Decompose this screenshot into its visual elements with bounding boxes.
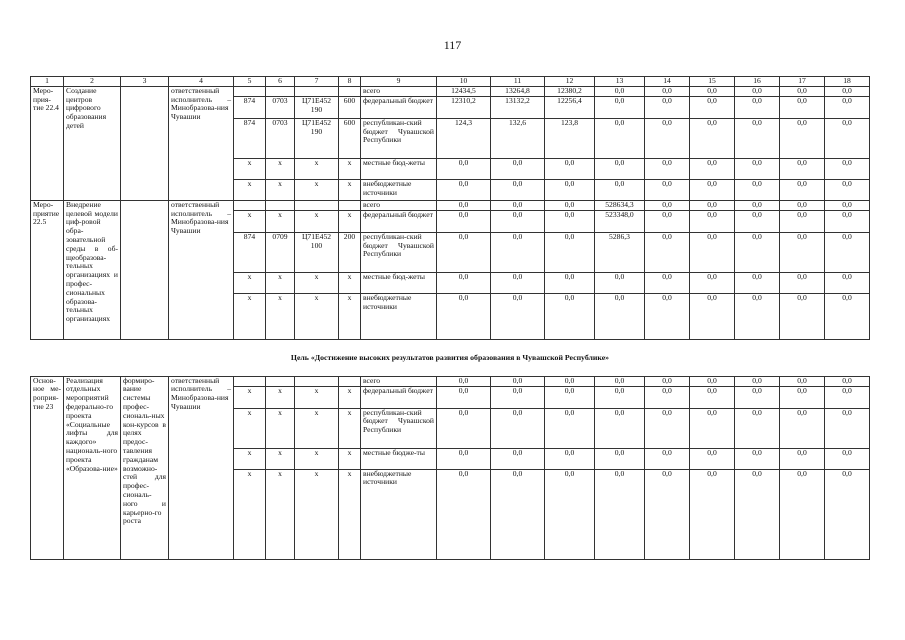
target-article-cell: x bbox=[295, 158, 339, 179]
amount-cell: 0,0 bbox=[645, 86, 690, 96]
amount-cell: 0,0 bbox=[735, 200, 780, 210]
amount-cell: 0,0 bbox=[545, 469, 595, 559]
section-code-cell: 0709 bbox=[266, 232, 295, 272]
amount-cell: 0,0 bbox=[825, 469, 870, 559]
amount-cell: 0,0 bbox=[645, 408, 690, 448]
amount-cell: 0,0 bbox=[690, 200, 735, 210]
amount-cell: 0,0 bbox=[690, 179, 735, 200]
expense-type-cell bbox=[339, 376, 361, 386]
purpose-cell bbox=[121, 200, 169, 339]
header-row bbox=[31, 77, 870, 87]
amount-cell: 0,0 bbox=[780, 293, 825, 339]
amount-cell: 0,0 bbox=[780, 158, 825, 179]
amount-cell: 0,0 bbox=[545, 210, 595, 232]
column-number: 11 bbox=[491, 77, 545, 87]
amount-cell: 0,0 bbox=[780, 376, 825, 386]
column-number: 10 bbox=[437, 77, 491, 87]
amount-cell: 0,0 bbox=[825, 448, 870, 469]
target-article-cell bbox=[295, 376, 339, 386]
funding-source-cell: республикан-ский бюджет Чувашской Республики bbox=[361, 232, 437, 272]
grbs-code-cell: x bbox=[234, 448, 266, 469]
amount-cell: 0,0 bbox=[735, 179, 780, 200]
amount-cell: 0,0 bbox=[825, 179, 870, 200]
table-row bbox=[31, 86, 870, 96]
amount-cell: 0,0 bbox=[780, 200, 825, 210]
amount-cell: 0,0 bbox=[437, 232, 491, 272]
amount-cell: 0,0 bbox=[690, 293, 735, 339]
grbs-code-cell: 874 bbox=[234, 118, 266, 158]
amount-cell: 0,0 bbox=[735, 118, 780, 158]
amount-cell: 0,0 bbox=[545, 232, 595, 272]
amount-cell: 0,0 bbox=[491, 448, 545, 469]
amount-cell: 0,0 bbox=[491, 408, 545, 448]
amount-cell: 0,0 bbox=[491, 469, 545, 559]
column-number: 1 bbox=[31, 77, 64, 87]
grbs-code-cell bbox=[234, 86, 266, 96]
expense-type-cell: x bbox=[339, 210, 361, 232]
amount-cell: 0,0 bbox=[645, 200, 690, 210]
section-code-cell: x bbox=[266, 469, 295, 559]
target-article-cell: x bbox=[295, 408, 339, 448]
column-number: 15 bbox=[690, 77, 735, 87]
grbs-code-cell bbox=[234, 200, 266, 210]
amount-cell: 0,0 bbox=[595, 158, 645, 179]
section-code-cell bbox=[266, 200, 295, 210]
funding-source-cell: местные бюд-жеты bbox=[361, 158, 437, 179]
amount-cell: 13132,2 bbox=[491, 96, 545, 118]
section-code-cell bbox=[266, 86, 295, 96]
amount-cell: 0,0 bbox=[735, 272, 780, 293]
amount-cell: 0,0 bbox=[735, 232, 780, 272]
amount-cell: 0,0 bbox=[437, 448, 491, 469]
amount-cell: 528634,3 bbox=[595, 200, 645, 210]
amount-cell: 0,0 bbox=[780, 179, 825, 200]
amount-cell: 0,0 bbox=[595, 469, 645, 559]
section-code-cell: 0703 bbox=[266, 118, 295, 158]
event-code-cell: Меро-прия-тие 22.4 bbox=[31, 86, 64, 200]
target-article-cell bbox=[295, 200, 339, 210]
column-number: 12 bbox=[545, 77, 595, 87]
amount-cell: 0,0 bbox=[825, 96, 870, 118]
column-number: 8 bbox=[339, 77, 361, 87]
section-code-cell: x bbox=[266, 210, 295, 232]
page-number: 117 bbox=[443, 38, 462, 52]
funding-source-cell: внебюджетные источники bbox=[361, 293, 437, 339]
amount-cell: 0,0 bbox=[595, 179, 645, 200]
amount-cell: 0,0 bbox=[825, 232, 870, 272]
grbs-code-cell: x bbox=[234, 158, 266, 179]
amount-cell: 0,0 bbox=[690, 158, 735, 179]
amount-cell: 0,0 bbox=[690, 96, 735, 118]
amount-cell: 0,0 bbox=[595, 86, 645, 96]
amount-cell: 0,0 bbox=[645, 469, 690, 559]
expense-type-cell: x bbox=[339, 293, 361, 339]
amount-cell: 0,0 bbox=[645, 293, 690, 339]
amount-cell: 0,0 bbox=[545, 448, 595, 469]
amount-cell: 0,0 bbox=[825, 86, 870, 96]
amount-cell: 0,0 bbox=[491, 158, 545, 179]
amount-cell: 0,0 bbox=[437, 272, 491, 293]
event-name-cell: Внедрение целевой модели циф-ровой обра-зовательной среды в об-щеобразова-тельных организациях и профес-сиональных образова-тельных организациях bbox=[64, 200, 121, 339]
amount-cell: 0,0 bbox=[545, 179, 595, 200]
column-number: 2 bbox=[64, 77, 121, 87]
column-number: 14 bbox=[645, 77, 690, 87]
amount-cell: 0,0 bbox=[437, 210, 491, 232]
amount-cell: 0,0 bbox=[437, 469, 491, 559]
amount-cell: 0,0 bbox=[780, 232, 825, 272]
amount-cell: 0,0 bbox=[437, 386, 491, 408]
amount-cell: 0,0 bbox=[780, 96, 825, 118]
amount-cell: 0,0 bbox=[545, 408, 595, 448]
target-article-cell: Ц71Е452 190 bbox=[295, 118, 339, 158]
target-article-cell: x bbox=[295, 179, 339, 200]
section-code-cell: x bbox=[266, 293, 295, 339]
funding-source-cell: внебюджетные источники bbox=[361, 179, 437, 200]
column-number: 17 bbox=[780, 77, 825, 87]
amount-cell: 0,0 bbox=[825, 272, 870, 293]
amount-cell: 0,0 bbox=[735, 386, 780, 408]
amount-cell: 0,0 bbox=[780, 86, 825, 96]
amount-cell: 0,0 bbox=[780, 118, 825, 158]
amount-cell: 0,0 bbox=[645, 179, 690, 200]
amount-cell: 0,0 bbox=[690, 86, 735, 96]
amount-cell: 0,0 bbox=[645, 232, 690, 272]
expense-type-cell bbox=[339, 86, 361, 96]
expense-type-cell bbox=[339, 200, 361, 210]
expense-type-cell: 200 bbox=[339, 232, 361, 272]
grbs-code-cell: x bbox=[234, 210, 266, 232]
grbs-code-cell: x bbox=[234, 179, 266, 200]
column-number: 7 bbox=[295, 77, 339, 87]
amount-cell: 0,0 bbox=[735, 408, 780, 448]
amount-cell: 0,0 bbox=[825, 210, 870, 232]
amount-cell: 0,0 bbox=[690, 272, 735, 293]
amount-cell: 0,0 bbox=[690, 469, 735, 559]
table-row bbox=[31, 200, 870, 210]
amount-cell: 0,0 bbox=[690, 448, 735, 469]
amount-cell: 0,0 bbox=[437, 293, 491, 339]
amount-cell: 12434,5 bbox=[437, 86, 491, 96]
amount-cell: 0,0 bbox=[645, 448, 690, 469]
grbs-code-cell: 874 bbox=[234, 96, 266, 118]
event-name-cell: Создание центров цифрового образования детей bbox=[64, 86, 121, 200]
amount-cell: 0,0 bbox=[690, 376, 735, 386]
funding-source-cell: всего bbox=[361, 200, 437, 210]
amount-cell: 0,0 bbox=[735, 86, 780, 96]
amount-cell: 0,0 bbox=[437, 408, 491, 448]
funding-source-cell: федеральный бюджет bbox=[361, 210, 437, 232]
target-article-cell: x bbox=[295, 293, 339, 339]
funding-source-cell: федеральный бюджет bbox=[361, 386, 437, 408]
grbs-code-cell: x bbox=[234, 408, 266, 448]
grbs-code-cell: x bbox=[234, 469, 266, 559]
target-article-cell: x bbox=[295, 469, 339, 559]
funding-source-cell: всего bbox=[361, 376, 437, 386]
expense-type-cell: 600 bbox=[339, 118, 361, 158]
column-number: 18 bbox=[825, 77, 870, 87]
amount-cell: 0,0 bbox=[545, 200, 595, 210]
expense-type-cell: x bbox=[339, 158, 361, 179]
amount-cell: 0,0 bbox=[437, 200, 491, 210]
amount-cell: 0,0 bbox=[545, 386, 595, 408]
grbs-code-cell: 874 bbox=[234, 232, 266, 272]
goal-row bbox=[31, 339, 870, 376]
amount-cell: 0,0 bbox=[825, 376, 870, 386]
amount-cell: 0,0 bbox=[595, 376, 645, 386]
amount-cell: 0,0 bbox=[545, 376, 595, 386]
section-code-cell: x bbox=[266, 408, 295, 448]
column-number: 16 bbox=[735, 77, 780, 87]
amount-cell: 0,0 bbox=[690, 210, 735, 232]
executor-cell: ответственный исполнитель – Минобразова-ния Чувашии bbox=[169, 86, 234, 200]
amount-cell: 0,0 bbox=[595, 448, 645, 469]
amount-cell: 13264,8 bbox=[491, 86, 545, 96]
expense-type-cell: x bbox=[339, 408, 361, 448]
amount-cell: 0,0 bbox=[780, 448, 825, 469]
amount-cell: 0,0 bbox=[595, 96, 645, 118]
column-number: 4 bbox=[169, 77, 234, 87]
amount-cell: 0,0 bbox=[825, 293, 870, 339]
amount-cell: 0,0 bbox=[825, 408, 870, 448]
amount-cell: 0,0 bbox=[690, 232, 735, 272]
amount-cell: 0,0 bbox=[491, 210, 545, 232]
amount-cell: 0,0 bbox=[690, 386, 735, 408]
amount-cell: 0,0 bbox=[595, 386, 645, 408]
amount-cell: 0,0 bbox=[545, 293, 595, 339]
amount-cell: 0,0 bbox=[780, 210, 825, 232]
expense-type-cell: x bbox=[339, 179, 361, 200]
amount-cell: 0,0 bbox=[735, 448, 780, 469]
section-code-cell: x bbox=[266, 386, 295, 408]
amount-cell: 0,0 bbox=[735, 158, 780, 179]
amount-cell: 0,0 bbox=[437, 376, 491, 386]
amount-cell: 5286,3 bbox=[595, 232, 645, 272]
amount-cell: 0,0 bbox=[780, 386, 825, 408]
amount-cell: 0,0 bbox=[825, 118, 870, 158]
column-number: 9 bbox=[361, 77, 437, 87]
amount-cell: 12310,2 bbox=[437, 96, 491, 118]
amount-cell: 0,0 bbox=[595, 118, 645, 158]
amount-cell: 0,0 bbox=[735, 293, 780, 339]
purpose-cell bbox=[121, 86, 169, 200]
amount-cell: 0,0 bbox=[491, 272, 545, 293]
amount-cell: 0,0 bbox=[491, 293, 545, 339]
amount-cell: 0,0 bbox=[645, 158, 690, 179]
amount-cell: 0,0 bbox=[735, 210, 780, 232]
amount-cell: 132,6 bbox=[491, 118, 545, 158]
amount-cell: 0,0 bbox=[437, 179, 491, 200]
amount-cell: 0,0 bbox=[491, 200, 545, 210]
table-row bbox=[31, 376, 870, 386]
expense-type-cell: x bbox=[339, 272, 361, 293]
event-code-cell: Меро-приятие 22.5 bbox=[31, 200, 64, 339]
amount-cell: 0,0 bbox=[491, 376, 545, 386]
expense-type-cell: x bbox=[339, 469, 361, 559]
amount-cell: 0,0 bbox=[645, 386, 690, 408]
target-article-cell: x bbox=[295, 210, 339, 232]
amount-cell: 0,0 bbox=[491, 232, 545, 272]
expense-type-cell: x bbox=[339, 386, 361, 408]
amount-cell: 0,0 bbox=[595, 408, 645, 448]
amount-cell: 123,8 bbox=[545, 118, 595, 158]
column-number: 5 bbox=[234, 77, 266, 87]
amount-cell: 0,0 bbox=[595, 293, 645, 339]
funding-source-cell: всего bbox=[361, 86, 437, 96]
target-article-cell: Ц71Е452 100 bbox=[295, 232, 339, 272]
amount-cell: 0,0 bbox=[825, 158, 870, 179]
amount-cell: 0,0 bbox=[690, 118, 735, 158]
amount-cell: 0,0 bbox=[645, 96, 690, 118]
section-code-cell: x bbox=[266, 448, 295, 469]
section-code-cell: x bbox=[266, 179, 295, 200]
grbs-code-cell: x bbox=[234, 293, 266, 339]
amount-cell: 12256,4 bbox=[545, 96, 595, 118]
amount-cell: 0,0 bbox=[735, 469, 780, 559]
target-article-cell: x bbox=[295, 272, 339, 293]
expense-type-cell: x bbox=[339, 448, 361, 469]
target-article-cell: x bbox=[295, 448, 339, 469]
target-article-cell: x bbox=[295, 386, 339, 408]
grbs-code-cell: x bbox=[234, 272, 266, 293]
amount-cell: 0,0 bbox=[545, 272, 595, 293]
section-code-cell: x bbox=[266, 158, 295, 179]
purpose-cell: формиро-вание системы профес-сиональ-ных кон-курсов в целях предос-тавления гражданам возможно-стей для профес-сиональ-ного и карьерно-го роста bbox=[121, 376, 169, 559]
column-number: 13 bbox=[595, 77, 645, 87]
funding-source-cell: местные бюдже-ты bbox=[361, 448, 437, 469]
funding-source-cell: внебюджетные источники bbox=[361, 469, 437, 559]
amount-cell: 0,0 bbox=[780, 408, 825, 448]
target-article-cell: Ц71Е452 190 bbox=[295, 96, 339, 118]
amount-cell: 0,0 bbox=[780, 272, 825, 293]
funding-source-cell: республикан-ский бюджет Чувашской Республики bbox=[361, 408, 437, 448]
amount-cell: 0,0 bbox=[491, 386, 545, 408]
amount-cell: 523348,0 bbox=[595, 210, 645, 232]
amount-cell: 124,3 bbox=[437, 118, 491, 158]
column-number: 6 bbox=[266, 77, 295, 87]
amount-cell: 0,0 bbox=[735, 376, 780, 386]
target-article-cell bbox=[295, 86, 339, 96]
amount-cell: 0,0 bbox=[825, 200, 870, 210]
budget-table bbox=[30, 76, 870, 560]
goal-heading: Цель «Достижение высоких результатов развития образования в Чувашской Республике» bbox=[290, 352, 610, 362]
amount-cell: 0,0 bbox=[825, 386, 870, 408]
funding-source-cell: федеральный бюджет bbox=[361, 96, 437, 118]
amount-cell: 0,0 bbox=[645, 376, 690, 386]
executor-cell: ответственный исполнитель – Минобразова-ния Чувашии bbox=[169, 200, 234, 339]
amount-cell: 0,0 bbox=[690, 408, 735, 448]
funding-source-cell: местные бюд-жеты bbox=[361, 272, 437, 293]
amount-cell: 0,0 bbox=[645, 210, 690, 232]
event-code-cell: Основ-ное ме-роприя-тие 23 bbox=[31, 376, 64, 559]
section-code-cell bbox=[266, 376, 295, 386]
amount-cell: 0,0 bbox=[491, 179, 545, 200]
expense-type-cell: 600 bbox=[339, 96, 361, 118]
amount-cell: 0,0 bbox=[645, 272, 690, 293]
grbs-code-cell bbox=[234, 376, 266, 386]
section-code-cell: x bbox=[266, 272, 295, 293]
grbs-code-cell: x bbox=[234, 386, 266, 408]
amount-cell: 0,0 bbox=[735, 96, 780, 118]
amount-cell: 12380,2 bbox=[545, 86, 595, 96]
section-code-cell: 0703 bbox=[266, 96, 295, 118]
amount-cell: 0,0 bbox=[437, 158, 491, 179]
amount-cell: 0,0 bbox=[545, 158, 595, 179]
event-name-cell: Реализация отдельных мероприятий федерально-го проекта «Социальные лифты для каждого» националь-ного проекта «Образова-ние» bbox=[64, 376, 121, 559]
amount-cell: 0,0 bbox=[780, 469, 825, 559]
amount-cell: 0,0 bbox=[595, 272, 645, 293]
funding-source-cell: республикан-ский бюджет Чувашской Республики bbox=[361, 118, 437, 158]
column-number: 3 bbox=[121, 77, 169, 87]
amount-cell: 0,0 bbox=[645, 118, 690, 158]
executor-cell: ответственный исполнитель – Минобразова-ния Чувашии bbox=[169, 376, 234, 559]
